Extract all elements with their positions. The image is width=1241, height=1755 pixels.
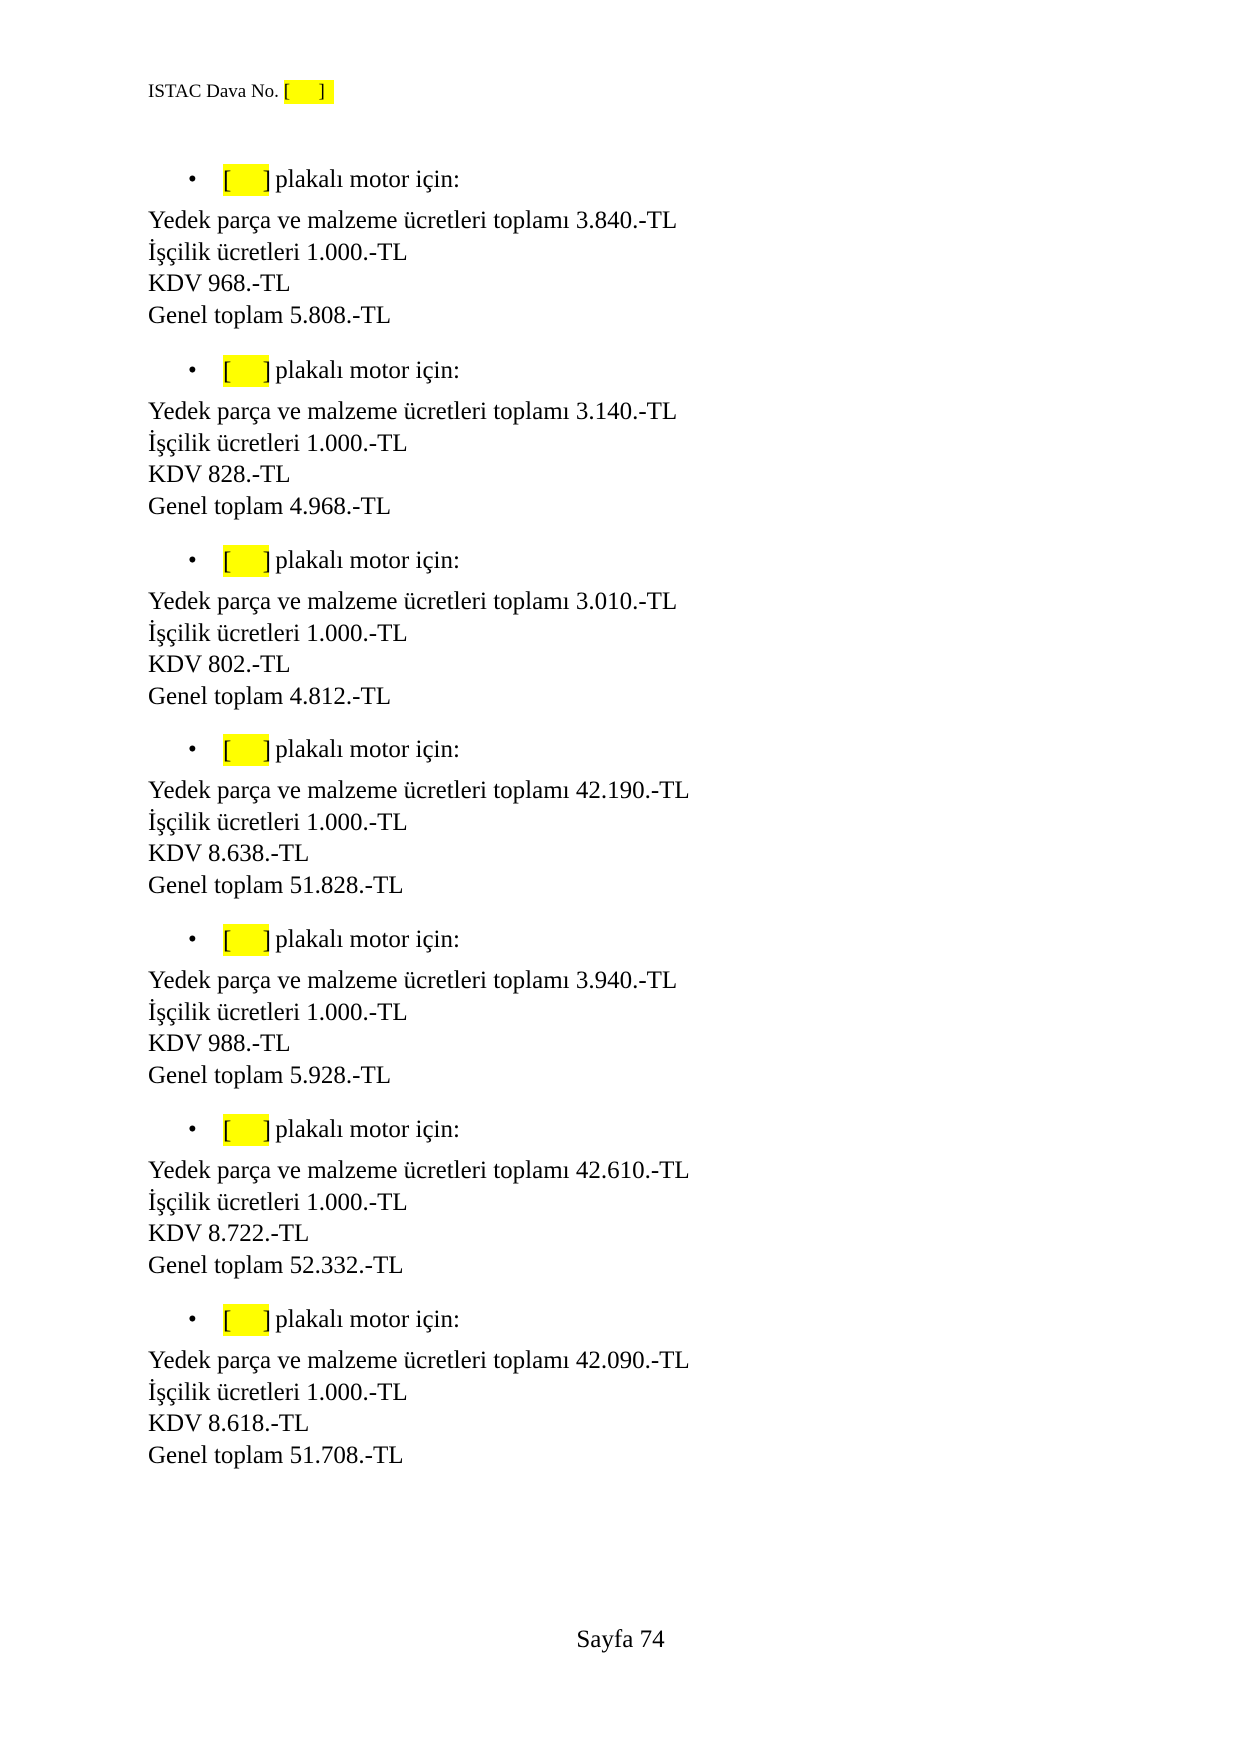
labor-cost-line: İşçilik ücretleri 1.000.-TL — [148, 1188, 408, 1216]
placeholder-bracket-close: ] — [262, 1117, 271, 1144]
parts-cost-line: Yedek parça ve malzeme ücretleri toplamı 3.840.-TL — [148, 207, 678, 234]
parts-cost-line: Yedek parça ve malzeme ücretleri toplamı 42.090.-TL — [148, 1347, 690, 1374]
plate-number-placeholder — [223, 1304, 269, 1336]
section-heading-line — [148, 544, 1048, 578]
bullet-icon: • — [188, 736, 197, 763]
section-heading-line — [148, 1113, 1048, 1147]
bullet-icon: • — [188, 1306, 197, 1333]
section-heading-line — [148, 733, 1048, 767]
cost-lines — [148, 205, 1048, 331]
grand-total-line: Genel toplam 51.828.-TL — [148, 871, 404, 899]
cost-lines — [148, 1155, 1048, 1281]
vat-line: KDV 802.-TL — [148, 651, 291, 678]
grand-total-line: Genel toplam 4.968.-TL — [148, 492, 391, 520]
placeholder-bracket-close: ] — [262, 167, 271, 194]
vat-line: KDV 968.-TL — [148, 270, 291, 297]
motor-cost-section — [148, 733, 1048, 901]
grand-total-line: Genel toplam 51.708.-TL — [148, 1441, 404, 1469]
section-heading — [223, 544, 460, 578]
section-heading-line — [148, 1303, 1048, 1337]
vat-line: KDV 8.722.-TL — [148, 1220, 310, 1247]
placeholder-bracket-close: ] — [262, 1307, 271, 1334]
section-heading-text: plakalı motor için: — [275, 547, 460, 574]
bullet-icon: • — [188, 357, 197, 384]
placeholder-bracket-close: ] — [262, 927, 271, 954]
header-case-number-placeholder — [284, 80, 334, 104]
placeholder-bracket-open: [ — [223, 358, 232, 385]
section-heading-text: plakalı motor için: — [275, 1306, 460, 1333]
header-bracket-close: ] — [318, 81, 325, 102]
labor-cost-line: İşçilik ücretleri 1.000.-TL — [148, 238, 408, 266]
plate-number-placeholder — [223, 164, 269, 196]
placeholder-bracket-open: [ — [223, 1307, 232, 1334]
section-heading-text: plakalı motor için: — [275, 1116, 460, 1143]
cost-lines — [148, 965, 1048, 1091]
section-heading — [223, 923, 460, 957]
placeholder-bracket-open: [ — [223, 1117, 232, 1144]
cost-lines — [148, 1345, 1048, 1471]
vat-line: KDV 828.-TL — [148, 461, 291, 488]
placeholder-bracket-open: [ — [223, 737, 232, 764]
section-heading-line — [148, 163, 1048, 197]
section-heading-line — [148, 923, 1048, 957]
cost-lines — [148, 396, 1048, 522]
labor-cost-line: İşçilik ücretleri 1.000.-TL — [148, 998, 408, 1026]
motor-cost-section — [148, 354, 1048, 522]
section-heading-text: plakalı motor için: — [275, 926, 460, 953]
vat-line: KDV 8.638.-TL — [148, 840, 310, 867]
parts-cost-line: Yedek parça ve malzeme ücretleri toplamı 3.010.-TL — [148, 588, 678, 615]
section-heading — [223, 354, 460, 388]
placeholder-bracket-close: ] — [262, 737, 271, 764]
grand-total-line: Genel toplam 5.928.-TL — [148, 1061, 391, 1089]
motor-cost-section — [148, 544, 1048, 712]
plate-number-placeholder — [223, 355, 269, 387]
bullet-icon: • — [188, 547, 197, 574]
vat-line: KDV 988.-TL — [148, 1030, 291, 1057]
grand-total-line: Genel toplam 52.332.-TL — [148, 1251, 404, 1279]
labor-cost-line: İşçilik ücretleri 1.000.-TL — [148, 1378, 408, 1406]
bullet-icon: • — [188, 166, 197, 193]
placeholder-bracket-close: ] — [262, 358, 271, 385]
parts-cost-line: Yedek parça ve malzeme ücretleri toplamı 3.940.-TL — [148, 967, 678, 994]
motor-cost-section — [148, 1303, 1048, 1471]
grand-total-line: Genel toplam 5.808.-TL — [148, 301, 391, 329]
bullet-icon: • — [188, 1116, 197, 1143]
placeholder-bracket-open: [ — [223, 548, 232, 575]
placeholder-bracket-close: ] — [262, 548, 271, 575]
labor-cost-line: İşçilik ücretleri 1.000.-TL — [148, 808, 408, 836]
motor-cost-section — [148, 923, 1048, 1091]
labor-cost-line: İşçilik ücretleri 1.000.-TL — [148, 429, 408, 457]
page-header — [148, 80, 334, 104]
section-heading — [223, 733, 460, 767]
section-heading-line — [148, 354, 1048, 388]
grand-total-line: Genel toplam 4.812.-TL — [148, 682, 391, 710]
motor-cost-section — [148, 1113, 1048, 1281]
section-heading-text: plakalı motor için: — [275, 166, 460, 193]
placeholder-bracket-open: [ — [223, 927, 232, 954]
vat-line: KDV 8.618.-TL — [148, 1410, 310, 1437]
section-heading — [223, 163, 460, 197]
cost-lines — [148, 775, 1048, 901]
plate-number-placeholder — [223, 545, 269, 577]
parts-cost-line: Yedek parça ve malzeme ücretleri toplamı 42.190.-TL — [148, 777, 690, 804]
placeholder-bracket-open: [ — [223, 167, 232, 194]
parts-cost-line: Yedek parça ve malzeme ücretleri toplamı 42.610.-TL — [148, 1157, 690, 1184]
bullet-icon: • — [188, 926, 197, 953]
page-number: Sayfa 74 — [576, 1626, 665, 1653]
cost-lines — [148, 586, 1048, 712]
motor-cost-section — [148, 163, 1048, 331]
section-heading — [223, 1303, 460, 1337]
header-bracket-open: [ — [283, 81, 291, 102]
section-heading-text: plakalı motor için: — [275, 357, 460, 384]
plate-number-placeholder — [223, 924, 269, 956]
plate-number-placeholder — [223, 734, 269, 766]
parts-cost-line: Yedek parça ve malzeme ücretleri toplamı 3.140.-TL — [148, 398, 678, 425]
section-heading — [223, 1113, 460, 1147]
section-heading-text: plakalı motor için: — [275, 736, 460, 763]
header-case-label: ISTAC Dava No. — [148, 81, 279, 102]
labor-cost-line: İşçilik ücretleri 1.000.-TL — [148, 619, 408, 647]
plate-number-placeholder — [223, 1114, 269, 1146]
